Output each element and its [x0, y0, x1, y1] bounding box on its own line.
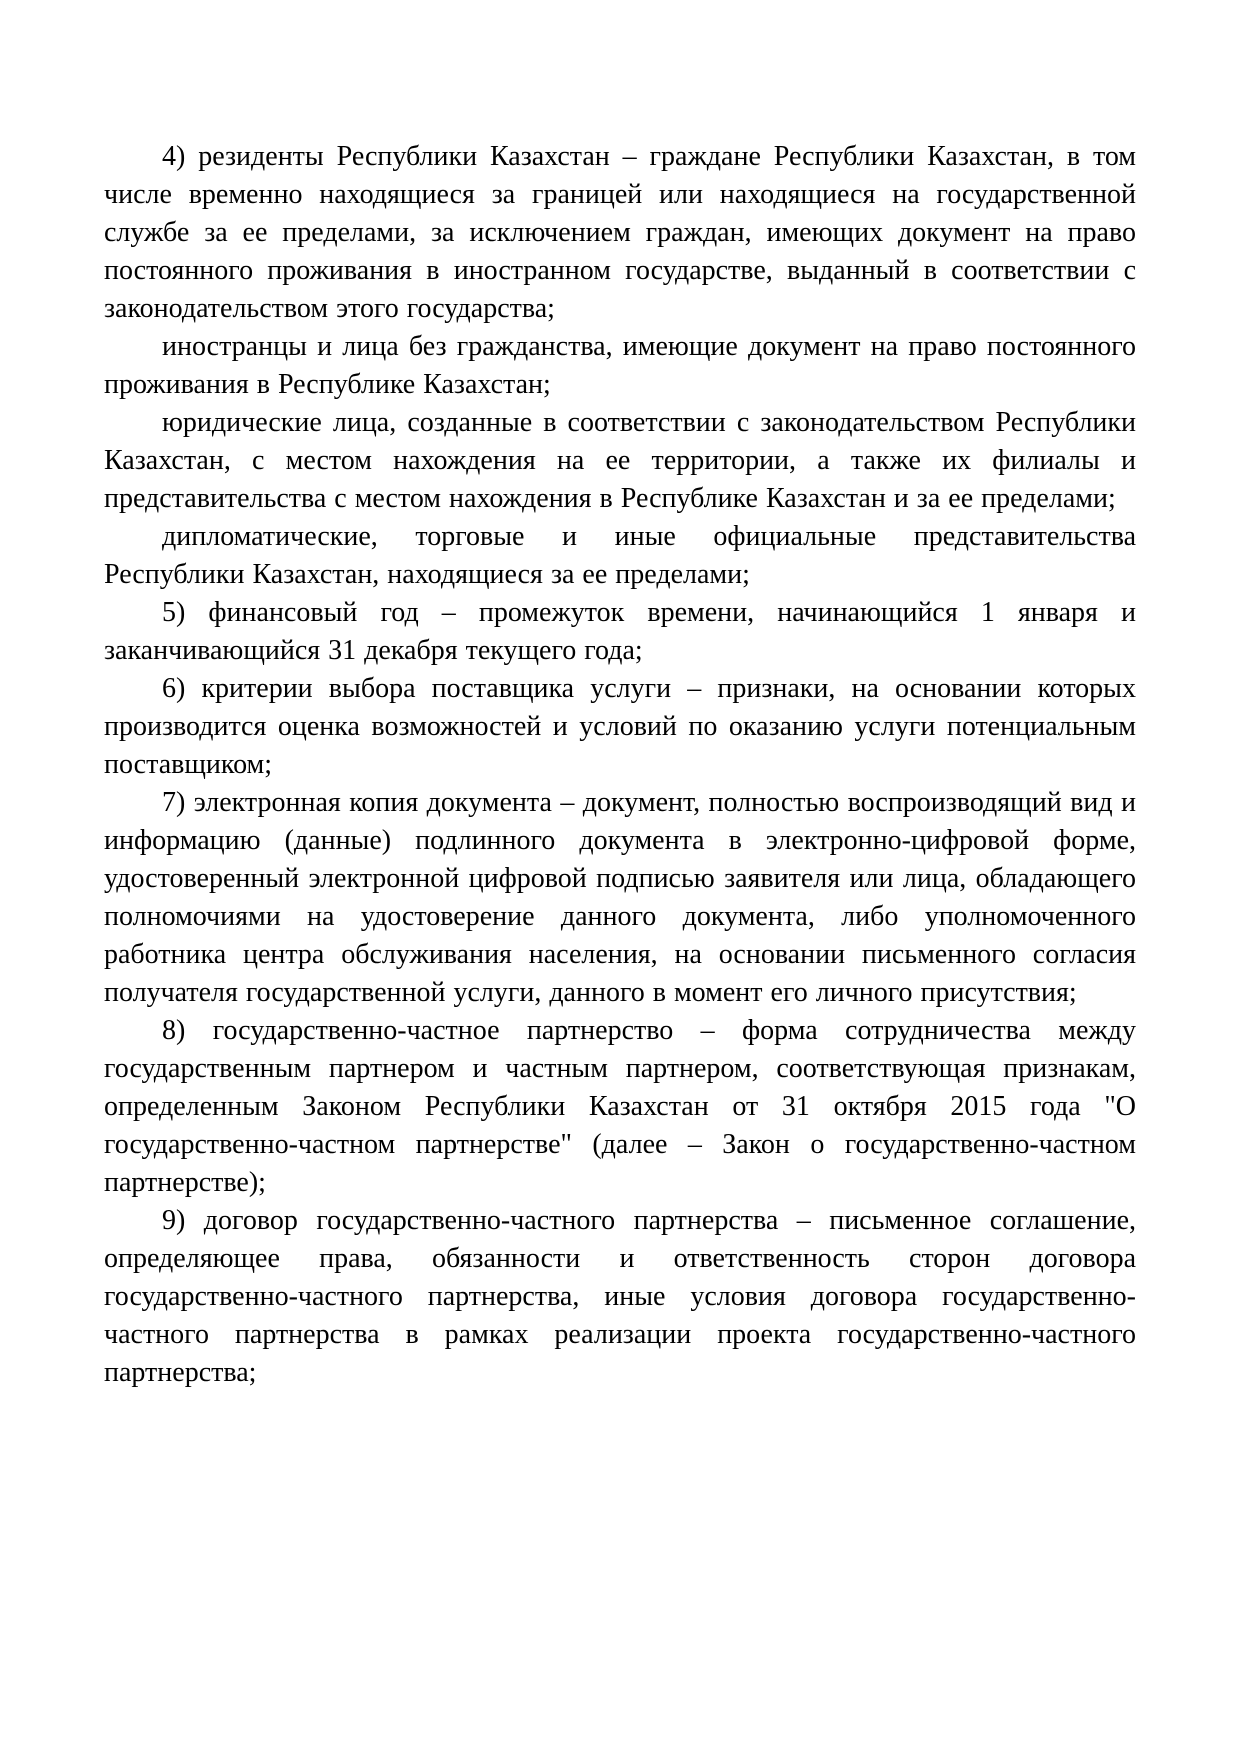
document-paragraph: 6) критерии выбора поставщика услуги – признаки, на основании которых производится оценка возможностей и условий по оказанию услуги потенциальным поставщиком; [104, 673, 1136, 780]
document-body [104, 138, 1136, 1392]
document-paragraph: 7) электронная копия документа – документ, полностью воспроизводящий вид и информацию (данные) подлинного документа в электронно-цифровой форме, удостоверенный электронной цифровой подписью заявителя или лица, обладающего полномочиями на удостоверение данного документа, либо уполномоченного работника центра обслуживания населения, на основании письменного согласия получателя государственной услуги, данного в момент его личного присутствия; [104, 787, 1136, 1008]
document-paragraph: 8) государственно-частное партнерство – форма сотрудничества между государственным партнером и частным партнером, соответствующая признакам, определенным Законом Республики Казахстан от 31 октября 2015 года "О государственно-частном партнерстве" (далее – Закон о государственно-частном партнерстве); [104, 1015, 1136, 1198]
document-paragraph: 9) договор государственно-частного партнерства – письменное соглашение, определяющее права, обязанности и ответственность сторон договора государственно-частного партнерства, иные условия договора государственно-частного партнерства в рамках реализации проекта государственно-частного партнерства; [104, 1205, 1136, 1388]
document-paragraph: иностранцы и лица без гражданства, имеющие документ на право постоянного проживания в Республике Казахстан; [104, 331, 1136, 400]
document-paragraph: дипломатические, торговые и иные официальные представительства Республики Казахстан, находящиеся за ее пределами; [104, 521, 1136, 590]
document-paragraph: 4) резиденты Республики Казахстан – граждане Республики Казахстан, в том числе временно находящиеся за границей или находящиеся на государственной службе за ее пределами, за исключением граждан, имеющих документ на право постоянного проживания в иностранном государстве, выданный в соответствии с законодательством этого государства; [104, 141, 1136, 324]
document-paragraph: юридические лица, созданные в соответствии с законодательством Республики Казахстан, с местом нахождения на ее территории, а также их филиалы и представительства с местом нахождения в Республике Казахстан и за ее пределами; [104, 407, 1136, 514]
document-paragraph: 5) финансовый год – промежуток времени, начинающийся 1 января и заканчивающийся 31 декабря текущего года; [104, 597, 1136, 666]
